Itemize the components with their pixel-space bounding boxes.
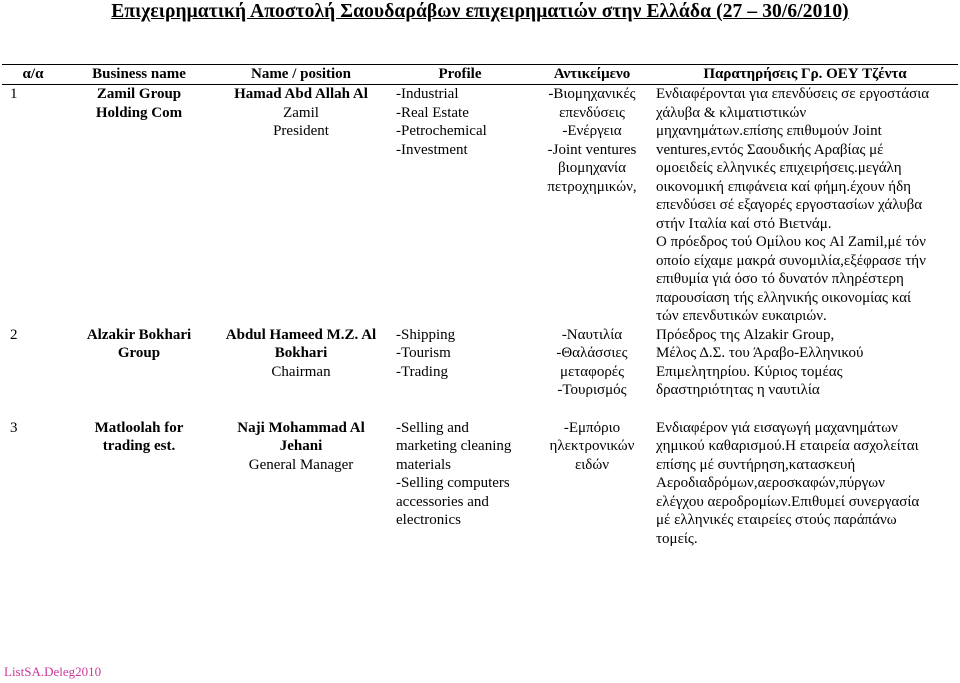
object-line: ειδών: [574, 456, 610, 473]
object-line: -Θαλάσσιες: [556, 345, 628, 361]
row-index: 2: [10, 326, 18, 343]
object-line: επενδύσεις: [559, 104, 625, 121]
header-row: [2, 65, 958, 85]
notes-line: επίσης μέ συντήρηση,κατασκευή: [656, 456, 856, 473]
notes-line: ομοειδείς ελληνικές επιχειρήσεις.μεγάλη: [656, 160, 902, 176]
notes-cell: [652, 326, 958, 419]
notes-line: Μέλος Δ.Σ. του Άραβο-Ελληνικού: [656, 345, 864, 361]
row-index: 1: [10, 86, 18, 102]
profile-line: -Industrial: [396, 86, 459, 102]
profile-cell: [388, 419, 532, 549]
notes-line: ελέγχου αεροδρομίων.Επιθυμεί συνεργασία: [656, 493, 920, 510]
profile-line: -Selling and: [396, 419, 469, 436]
profile-line: electronics: [396, 512, 461, 528]
notes-line: χάλυβα & κλιματιστικών: [656, 104, 807, 121]
notes-line: παρουσίαση τής ελληνικής οικονομίας καί: [656, 289, 912, 306]
header-name-position: Name / position: [214, 65, 388, 85]
notes-line: Αεροδιαδρόμων,αεροσκαφών,πύργων: [656, 475, 885, 491]
person-position: Chairman: [271, 363, 331, 380]
notes-cell: [652, 85, 958, 326]
business-name-line: Holding Com: [95, 104, 183, 121]
notes-line: οποίο είχαμε μακρά συνομιλία,εξέφρασε τήν: [656, 252, 926, 269]
person-name-line: Bokhari: [274, 345, 328, 361]
name-position-cell: [214, 326, 388, 419]
notes-line: δραστηριότητας η ναυτιλία: [656, 382, 820, 398]
person-position: General Manager: [248, 456, 354, 473]
notes-line: μέ ελληνικές εταιρείες στούς παράπάνω: [656, 512, 897, 528]
header-index: α/α: [2, 65, 64, 85]
object-line: πετροχημικών,: [547, 178, 637, 195]
profile-line: -Tourism: [396, 345, 451, 361]
person-name-line: Hamad Abd Allah Al: [234, 86, 368, 102]
profile-line: -Petrochemical: [396, 123, 487, 139]
notes-line: Ενδιαφέρον γιά εισαγωγή μαχανημάτων: [656, 419, 898, 436]
business-name-line: Group: [117, 345, 161, 361]
header-business-name: Business name: [64, 65, 214, 85]
business-name-line: Alzakir Bokhari: [86, 326, 192, 343]
notes-line: Επιμελητηρίου. Κύριος τομέας: [656, 363, 843, 380]
person-name-line: Naji Mohammad Al: [237, 419, 365, 436]
profile-line: -Shipping: [396, 326, 456, 343]
profile-line: materials: [396, 456, 451, 473]
business-name-cell: [64, 85, 214, 326]
table-row: [2, 419, 958, 549]
person-position: President: [273, 123, 329, 139]
object-line: βιομηχανία: [558, 160, 626, 176]
notes-line: χημικού καθαρισμού.Η εταιρεία ασχολείται: [656, 438, 919, 454]
header-notes: Παρατηρήσεις Γρ. ΟΕΥ Τζέντα: [652, 65, 958, 85]
notes-line: στήν Ιταλία καί στό Βιετνάμ.: [656, 215, 832, 232]
notes-line: τομείς.: [656, 530, 698, 547]
object-line: -Εμπόριο: [563, 419, 621, 436]
notes-line: ventures,εντός Σαουδικής Αραβίας μέ: [656, 141, 884, 158]
object-cell: [532, 85, 652, 326]
profile-line: -Investment: [396, 141, 468, 158]
page-title: Επιχειρηματική Αποστολή Σαουδαράβων επιχειρηματιών στην Ελλάδα (27 – 30/6/2010): [111, 1, 849, 22]
profile-cell: [388, 85, 532, 326]
object-line: ηλεκτρονικών: [549, 438, 635, 454]
profile-line: accessories and: [396, 493, 489, 510]
table-row: [2, 326, 958, 419]
object-line: -Ενέργεια: [562, 123, 622, 139]
object-line: -Ναυτιλία: [561, 326, 623, 343]
notes-line: επενδύσει σέ εξαγορές εργοστασίων χάλυβα: [656, 197, 923, 213]
profile-line: -Real Estate: [396, 104, 469, 121]
business-name-line: trading est.: [102, 438, 176, 454]
notes-line: επιθυμία γιά όσο τό δυνατόν πληρέστερη: [656, 271, 904, 287]
business-name-line: Matloolah for: [94, 419, 184, 436]
profile-line: -Selling computers: [396, 475, 510, 491]
person-name-line: Jehani: [279, 438, 323, 454]
object-line: -Βιομηχανικές: [548, 86, 636, 102]
notes-line: Πρόεδρος της Alzakir Group,: [656, 326, 835, 343]
object-line: -Joint ventures: [547, 141, 637, 158]
business-name-cell: [64, 419, 214, 549]
notes-cell: [652, 419, 958, 549]
business-name-cell: [64, 326, 214, 419]
name-position-cell: [214, 85, 388, 326]
footer-label: ListSA.Deleg2010: [4, 664, 102, 679]
business-name-line: Zamil Group: [96, 86, 182, 102]
notes-line: μηχανημάτων.επίσης επιθυμούν Joint: [656, 123, 882, 139]
object-line: -Τουρισμός: [557, 382, 627, 398]
header-profile: Profile: [388, 65, 532, 85]
person-name-line: Zamil: [283, 104, 319, 121]
object-line: μεταφορές: [559, 363, 625, 380]
profile-cell: [388, 326, 532, 419]
row-index: 3: [10, 419, 18, 436]
notes-line: τών επενδυτικών ευκαιριών.: [656, 308, 827, 324]
notes-line: Ο πρόεδρος τού Ομίλου κος Al Zamil,μέ τόν: [656, 234, 926, 250]
profile-line: marketing cleaning: [396, 438, 512, 454]
profile-line: -Trading: [396, 363, 448, 380]
notes-line: Ενδιαφέρονται για επενδύσεις σε εργοστάσια: [656, 86, 930, 102]
header-object: Αντικείμενο: [532, 65, 652, 85]
notes-line: οικονομική επιφάνεια καί φήμη.έχουν ήδη: [656, 178, 911, 195]
object-cell: [532, 419, 652, 549]
object-cell: [532, 326, 652, 419]
table-row: [2, 85, 958, 326]
name-position-cell: [214, 419, 388, 549]
person-name-line: Abdul Hameed M.Z. Al: [225, 326, 377, 343]
delegation-table: [2, 64, 958, 548]
